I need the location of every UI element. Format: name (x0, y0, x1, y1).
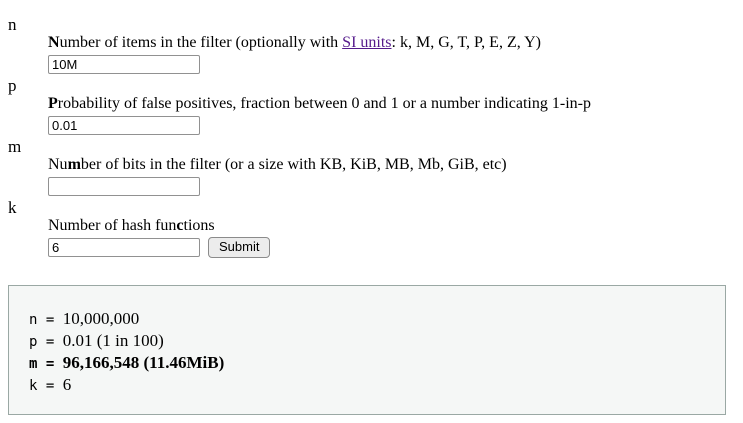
equals-sign: = (37, 378, 63, 394)
si-units-link[interactable]: SI units (342, 34, 392, 51)
result-value: 10,000,000 (62, 309, 140, 328)
result-value: 0.01 (1 in 100) (62, 331, 164, 350)
field-description-m: Number of bits in the filter (or a size with KB, KiB, MB, Mb, GiB, etc) (48, 156, 507, 173)
result-value: 96,166,548 (11.46MiB) (62, 353, 225, 372)
field-key-m: m (8, 137, 22, 156)
k-input[interactable] (48, 238, 200, 257)
field-description-n: Number of items in the filter (optionally with SI units: k, M, G, T, P, E, Z, Y) (48, 34, 541, 51)
field-description-k: Number of hash functions (48, 217, 215, 234)
field-group-m (48, 156, 735, 196)
result-key: n (29, 312, 38, 328)
equals-sign: = (37, 334, 63, 350)
result-row-p (29, 330, 705, 352)
field-key-n: n (8, 15, 17, 34)
result-key: m (29, 356, 38, 372)
submit-button[interactable]: Submit (208, 237, 270, 258)
field-group-n (48, 34, 735, 74)
result-row-k (29, 374, 705, 396)
p-input[interactable] (48, 116, 200, 135)
equals-sign: = (37, 356, 63, 372)
bloom-filter-form (8, 15, 735, 257)
field-key-k: k (8, 198, 17, 217)
field-group-k (48, 217, 735, 257)
result-value: 6 (62, 375, 72, 394)
field-description-p: Probability of false positives, fraction between 0 and 1 or a number indicating 1-in-p (48, 95, 591, 112)
m-input[interactable] (48, 177, 200, 196)
result-row-m (29, 352, 705, 374)
result-key: k (29, 378, 38, 394)
field-group-p (48, 95, 735, 135)
result-row-n (29, 308, 705, 330)
results-box (8, 285, 726, 415)
result-key: p (29, 334, 38, 350)
n-input[interactable] (48, 55, 200, 74)
equals-sign: = (37, 312, 63, 328)
field-key-p: p (8, 76, 17, 95)
